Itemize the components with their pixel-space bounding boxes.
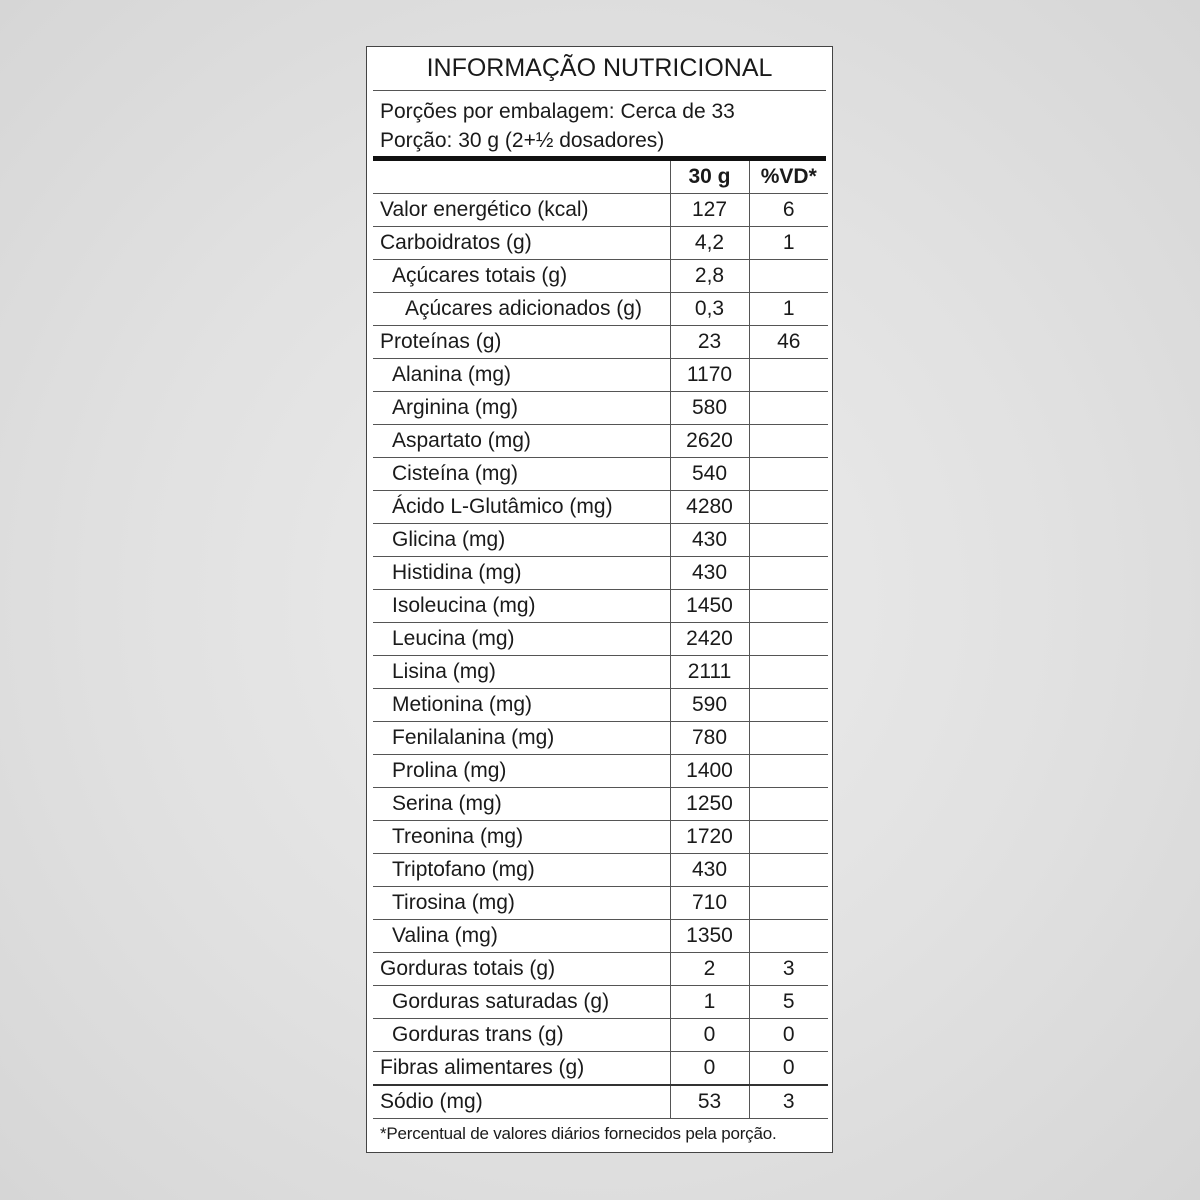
nutrient-dv: 1: [749, 227, 828, 260]
table-row: [373, 755, 828, 788]
table-row: [373, 491, 828, 524]
table-row: [373, 854, 828, 887]
nutrient-dv: [749, 623, 828, 656]
nutrient-amount: 430: [670, 557, 749, 590]
table-row: [373, 326, 828, 359]
table-row: [373, 293, 828, 326]
nutrient-name: Histidina (mg): [373, 557, 670, 590]
table-row: [373, 788, 828, 821]
nutrient-name: Sódio (mg): [373, 1085, 670, 1119]
table-row: [373, 722, 828, 755]
nutrition-label: [366, 46, 833, 1153]
nutrient-amount: 1450: [670, 590, 749, 623]
nutrient-amount: 2620: [670, 425, 749, 458]
nutrient-name: Ácido L-Glutâmico (mg): [373, 491, 670, 524]
table-row: [373, 689, 828, 722]
nutrient-dv: [749, 854, 828, 887]
nutrient-dv: [749, 887, 828, 920]
nutrient-dv: [749, 656, 828, 689]
nutrient-name: Proteínas (g): [373, 326, 670, 359]
nutrient-dv: [749, 458, 828, 491]
nutrient-dv: [749, 392, 828, 425]
footnote: *Percentual de valores diários fornecidos pela porção.: [380, 1124, 777, 1143]
nutrient-amount: 2111: [670, 656, 749, 689]
table-row: [373, 1085, 828, 1119]
nutrient-name: Valor energético (kcal): [373, 194, 670, 227]
nutrient-name: Gorduras trans (g): [373, 1019, 670, 1052]
nutrient-dv: 0: [749, 1052, 828, 1086]
nutrient-dv: 3: [749, 953, 828, 986]
nutrient-dv: [749, 788, 828, 821]
header-dv: %VD*: [749, 161, 828, 194]
nutrient-name: Cisteína (mg): [373, 458, 670, 491]
nutrient-amount: 590: [670, 689, 749, 722]
table-row: [373, 392, 828, 425]
table-row: [373, 920, 828, 953]
nutrient-amount: 1250: [670, 788, 749, 821]
portion-info: [373, 91, 826, 152]
nutrient-amount: 4,2: [670, 227, 749, 260]
nutrient-amount: 2: [670, 953, 749, 986]
nutrient-name: Serina (mg): [373, 788, 670, 821]
nutrient-dv: [749, 722, 828, 755]
table-row: [373, 821, 828, 854]
table-row: [373, 623, 828, 656]
nutrient-amount: 430: [670, 854, 749, 887]
nutrient-dv: 46: [749, 326, 828, 359]
nutrient-name: Prolina (mg): [373, 755, 670, 788]
nutrient-dv: [749, 491, 828, 524]
portions-per-package: Porções por embalagem: Cerca de 33: [380, 100, 735, 123]
table-row: [373, 524, 828, 557]
nutrient-dv: [749, 260, 828, 293]
nutrient-dv: 1: [749, 293, 828, 326]
table-row: [373, 656, 828, 689]
nutrient-amount: 2420: [670, 623, 749, 656]
nutrient-dv: [749, 920, 828, 953]
header-blank-cell: [373, 161, 670, 194]
table-row: [373, 887, 828, 920]
nutrient-name: Isoleucina (mg): [373, 590, 670, 623]
nutrient-amount: 430: [670, 524, 749, 557]
nutrient-dv: [749, 359, 828, 392]
nutrient-dv: [749, 425, 828, 458]
nutrient-name: Tirosina (mg): [373, 887, 670, 920]
nutrient-amount: 0,3: [670, 293, 749, 326]
nutrient-name: Treonina (mg): [373, 821, 670, 854]
nutrient-name: Açúcares adicionados (g): [373, 293, 670, 326]
nutrient-dv: 6: [749, 194, 828, 227]
nutrient-amount: 540: [670, 458, 749, 491]
nutrient-amount: 710: [670, 887, 749, 920]
table-row: [373, 194, 828, 227]
nutrient-name: Arginina (mg): [373, 392, 670, 425]
nutrient-dv: 0: [749, 1019, 828, 1052]
nutrient-dv: [749, 590, 828, 623]
table-row: [373, 425, 828, 458]
nutrient-dv: [749, 524, 828, 557]
table-row: [373, 953, 828, 986]
nutrient-name: Leucina (mg): [373, 623, 670, 656]
nutrient-amount: 53: [670, 1085, 749, 1119]
nutrient-amount: 0: [670, 1019, 749, 1052]
nutrient-name: Gorduras saturadas (g): [373, 986, 670, 1019]
nutrient-name: Valina (mg): [373, 920, 670, 953]
nutrient-amount: 0: [670, 1052, 749, 1086]
nutrient-name: Aspartato (mg): [373, 425, 670, 458]
table-row: [373, 557, 828, 590]
table-row: [373, 359, 828, 392]
nutrient-amount: 2,8: [670, 260, 749, 293]
nutrient-amount: 1720: [670, 821, 749, 854]
nutrient-amount: 127: [670, 194, 749, 227]
nutrient-amount: 1: [670, 986, 749, 1019]
nutrient-name: Gorduras totais (g): [373, 953, 670, 986]
table-row: [373, 227, 828, 260]
nutrient-name: Alanina (mg): [373, 359, 670, 392]
header-amount: 30 g: [670, 161, 749, 194]
label-title: INFORMAÇÃO NUTRICIONAL: [373, 47, 826, 91]
nutrition-table: [373, 161, 828, 1119]
nutrient-name: Glicina (mg): [373, 524, 670, 557]
nutrient-name: Fenilalanina (mg): [373, 722, 670, 755]
nutrient-amount: 580: [670, 392, 749, 425]
table-row: [373, 260, 828, 293]
nutrient-amount: 1170: [670, 359, 749, 392]
nutrient-name: Triptofano (mg): [373, 854, 670, 887]
nutrient-dv: [749, 755, 828, 788]
nutrient-name: Açúcares totais (g): [373, 260, 670, 293]
nutrient-name: Fibras alimentares (g): [373, 1052, 670, 1086]
nutrient-name: Metionina (mg): [373, 689, 670, 722]
nutrient-amount: 23: [670, 326, 749, 359]
nutrient-dv: [749, 557, 828, 590]
nutrient-amount: 780: [670, 722, 749, 755]
nutrient-name: Lisina (mg): [373, 656, 670, 689]
table-header-row: [373, 161, 828, 194]
table-row: [373, 458, 828, 491]
nutrient-dv: 3: [749, 1085, 828, 1119]
table-row: [373, 590, 828, 623]
table-row: [373, 1052, 828, 1086]
nutrient-amount: 4280: [670, 491, 749, 524]
nutrient-dv: [749, 821, 828, 854]
nutrient-name: Carboidratos (g): [373, 227, 670, 260]
nutrient-dv: 5: [749, 986, 828, 1019]
nutrient-dv: [749, 689, 828, 722]
table-row: [373, 986, 828, 1019]
table-row: [373, 1019, 828, 1052]
nutrient-amount: 1400: [670, 755, 749, 788]
portion-size: Porção: 30 g (2+½ dosadores): [380, 129, 665, 152]
nutrient-amount: 1350: [670, 920, 749, 953]
